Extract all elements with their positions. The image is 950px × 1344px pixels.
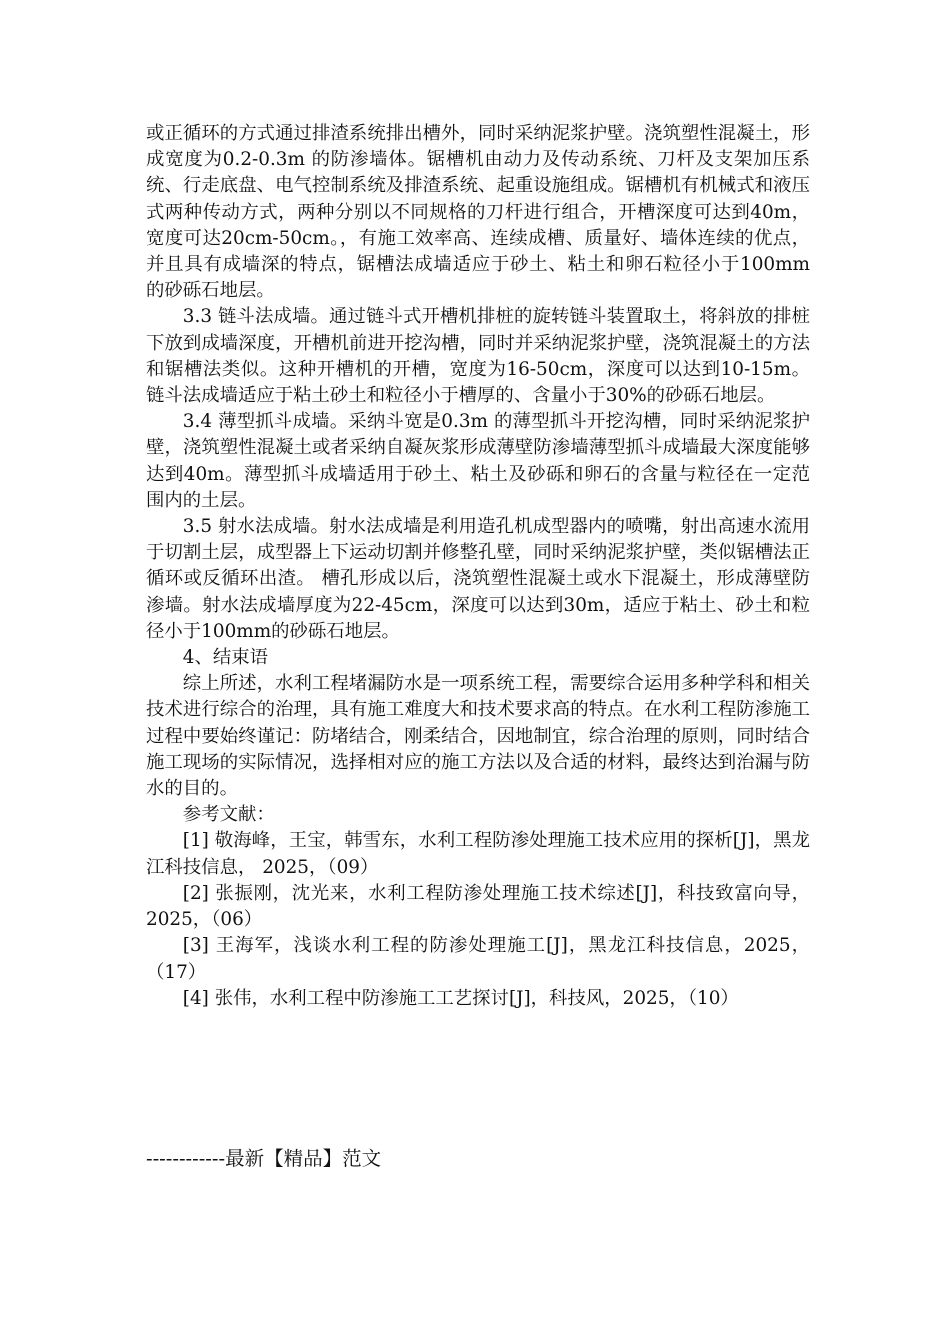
page-footer: ------------最新【精品】范文: [146, 1147, 382, 1170]
paragraph-3-4-thin-grab: 3.4 薄型抓斗成墙。采纳斗宽是0.3m 的薄型抓斗开挖沟槽，同时采纳泥浆护壁，浇筑塑性混凝土或者采纳自凝灰浆形成薄壁防渗墙薄型抓斗成墙最大深度能够达到40m。薄型抓斗成墙适用于砂土、粘土及砂砾和卵石的含量与粒径在一定范围内的土层。: [146, 411, 810, 511]
references-heading: 参考文献：: [182, 804, 275, 826]
section-heading-conclusion: 4、结束语: [182, 647, 269, 669]
paragraph-3-5-water-jet: 3.5 射水法成墙。射水法成墙是利用造孔机成型器内的喷嘴，射出高速水流用于切割土层，成型器上下运动切割并修整孔壁，同时采纳泥浆护壁，类似锯槽法正循环或反循环出渣。 槽孔形成以后，浇筑塑性混凝土或水下混凝土，形成薄壁防渗墙。射水法成墙厚度为22-45cm，深度可以达到30m，适应于粘土、砂土和粒径小于100mm的砂砾石地层。: [146, 516, 810, 642]
paragraph-3-3-chain-bucket: 3.3 链斗法成墙。通过链斗式开槽机排桩的旋转链斗装置取土，将斜放的排桩下放到成墙深度，开槽机前进开挖沟槽，同时并采纳泥浆护壁，浇筑混凝土的方法和锯槽法类似。这种开槽机的开槽，宽度为16-50cm，深度可以达到10-15m。链斗法成墙适应于粘土砂土和粒径小于槽厚的、含量小于30%的砂砾石地层。: [146, 306, 810, 407]
reference-item-2: [2] 张振刚，沈光来，水利工程防渗处理施工技术综述[J]，科技致富向导，2025，（06）: [146, 882, 810, 931]
reference-item-4: [4] 张伟，水利工程中防渗施工工艺探讨[J]，科技风，2025，（10）: [182, 987, 739, 1009]
reference-item-1: [1] 敬海峰，王宝，韩雪东，水利工程防渗处理施工技术应用的探析[J]，黑龙江科技信息， 2025，（09）: [146, 830, 810, 878]
document-body: [146, 121, 810, 1012]
paragraph-saw-slot-continuation: 或正循环的方式通过排渣系统排出槽外，同时采纳泥浆护壁。浇筑塑性混凝土，形成宽度为0.2-0.3m 的防渗墙体。锯槽机由动力及传动系统、刀杆及支架加压系统、行走底盘、电气控制系统及排渣系统、起重设施组成。锯槽机有机械式和液压式两种传动方式，两种分别以不同规格的刀杆进行组合，开槽深度可达到40m，宽度可达20cm-50cm。，有施工效率高、连续成槽、质量好、墙体连续的优点，并且具有成墙深的特点，锯槽法成墙适应于砂土、粘土和卵石粒径小于100mm 的砂砾石地层。: [146, 123, 810, 302]
reference-item-3: [3] 王海军，浅谈水利工程的防渗处理施工[J]，黑龙江科技信息，2025，（17）: [146, 935, 810, 983]
paragraph-conclusion: 综上所述，水利工程堵漏防水是一项系统工程，需要综合运用多种学科和相关技术进行综合的治理，具有施工难度大和技术要求高的特点。在水利工程防渗施工过程中要始终谨记：防堵结合，刚柔结合，因地制宜，综合治理的原则，同时结合施工现场的实际情况，选择相对应的施工方法以及合适的材料，最终达到治漏与防水的目的。: [146, 673, 810, 800]
